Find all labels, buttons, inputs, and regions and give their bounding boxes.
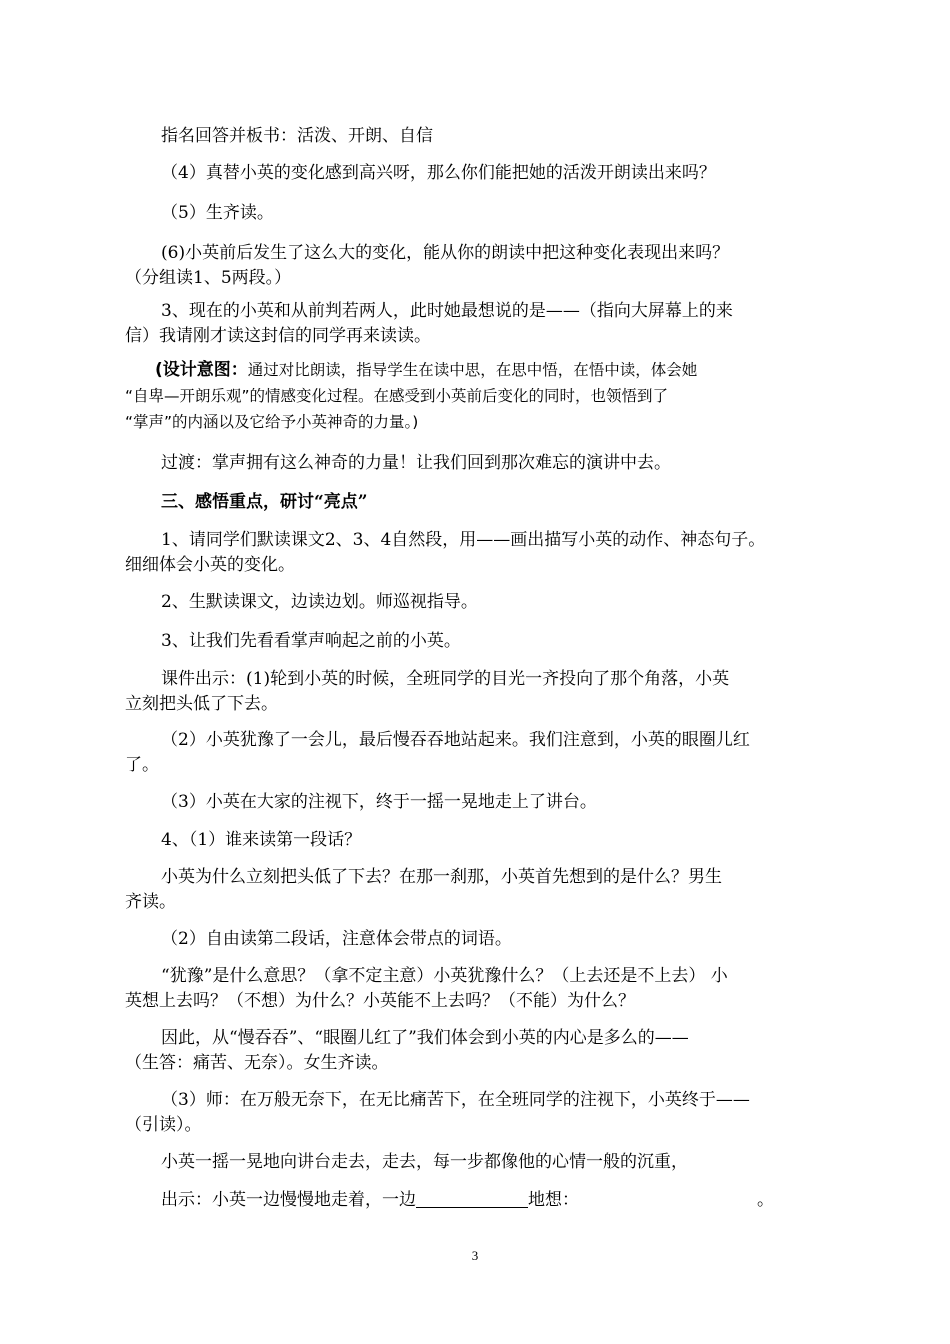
text: 通过对比朗读，指导学生在读中思，在思中悟，在悟中读，体会她 [247,361,698,379]
therefore-line-cont [125,1048,815,1078]
design-intent-line [125,358,845,383]
fill-in-line [125,1185,851,1215]
text: 出示：小英一边慢慢地走着，一边 [161,1190,416,1210]
fill-in-blank [416,1189,528,1208]
item-4-line [125,825,851,855]
free-read-line [125,924,851,954]
text: 三、感悟重点，研讨“亮点” [161,492,368,512]
text: 了。 [125,755,159,775]
item-3b-line [125,626,851,656]
text: 2、生默读课文，边读边划。师巡视指导。 [161,592,478,612]
text: 立刻把头低了下去。 [125,694,278,714]
text: “犹豫”是什么意思？（拿不定主意）小英犹豫什么？（上去还是不上去） 小 [161,966,728,986]
text: （2）小英犹豫了一会儿，最后慢吞吞地站起来。我们注意到，小英的眼圈儿红 [161,730,750,750]
text: （引读）。 [125,1115,202,1135]
step-6-line-cont [125,263,815,293]
courseware-3-line [125,787,851,817]
text: （生答：痛苦、无奈）。女生齐读。 [125,1053,389,1073]
text: 3、现在的小英和从前判若两人，此时她最想说的是——（指向大屏幕上的来 [161,301,733,321]
text: 1、请同学们默读课文2、3、4自然段，用——画出描写小英的动作、神态句子。 [161,530,766,550]
text: (6)小英前后发生了这么大的变化，能从你的朗读中把这种变化表现出来吗？ [161,243,730,263]
item-1-line-cont [125,550,815,580]
text: 信）我请刚才读这封信的同学再来读读。 [125,326,431,346]
text: 3、让我们先看看掌声响起之前的小英。 [161,631,461,651]
courseware-line-cont [125,689,815,719]
text: “自卑—开朗乐观”的情感变化过程。在感受到小英前后变化的同时，也领悟到了 [125,387,669,405]
teacher-line-cont [125,1110,815,1140]
step-5-line [125,198,851,228]
text: 4、（1）谁来读第一段话？ [161,830,362,850]
design-intent-label: (设计意图： [155,360,248,380]
text: 地想： [528,1190,579,1210]
step-4-line [125,158,851,188]
answer-board-line [125,121,851,151]
text: 英想上去吗？（不想）为什么？小英能不上去吗？（不能）为什么？ [125,991,635,1011]
item-3-line-cont [125,321,815,351]
design-intent-line [125,410,815,435]
text: “掌声”的内涵以及它给予小英神奇的力量。) [125,413,419,431]
text: 小英为什么立刻把头低了下去？在那一刹那，小英首先想到的是什么？男生 [161,867,722,887]
text: （3）师：在万般无奈下，在无比痛苦下，在全班同学的注视下，小英终于—— [161,1090,750,1110]
hesitate-line-cont [125,986,815,1016]
text: 。 [757,1190,774,1210]
section-heading [125,487,851,517]
design-intent-line [125,384,815,409]
page-number: 3 [471,1248,479,1263]
text: 小英一摇一晃地向讲台走去，走去，每一步都像他的心情一般的沉重， [161,1152,688,1172]
text: 细细体会小英的变化。 [125,555,295,575]
transition-line [125,448,851,478]
text: 过渡：掌声拥有这么神奇的力量！让我们回到那次难忘的演讲中去。 [161,453,671,473]
item-2-line [125,587,851,617]
text: （2）自由读第二段话，注意体会带点的词语。 [161,929,512,949]
text: （5）生齐读。 [161,203,274,223]
text: （4）真替小英的变化感到高兴呀，那么你们能把她的活泼开朗读出来吗？ [161,163,716,183]
text: 因此，从“慢吞吞”、“眼圈儿红了”我们体会到小英的内心是多么的—— [161,1028,689,1048]
text: 齐读。 [125,892,176,912]
text: 课件出示：(1)轮到小英的时候，全班同学的目光一齐投向了那个角落，小英 [161,669,730,689]
courseware-2-line-cont [125,750,815,780]
question-line-cont [125,887,815,917]
walk-line [125,1147,851,1177]
text: （分组读1、5两段。） [125,268,292,288]
text: （3）小英在大家的注视下，终于一摇一晃地走上了讲台。 [161,792,597,812]
text: 指名回答并板书：活泼、开朗、自信 [161,126,433,146]
